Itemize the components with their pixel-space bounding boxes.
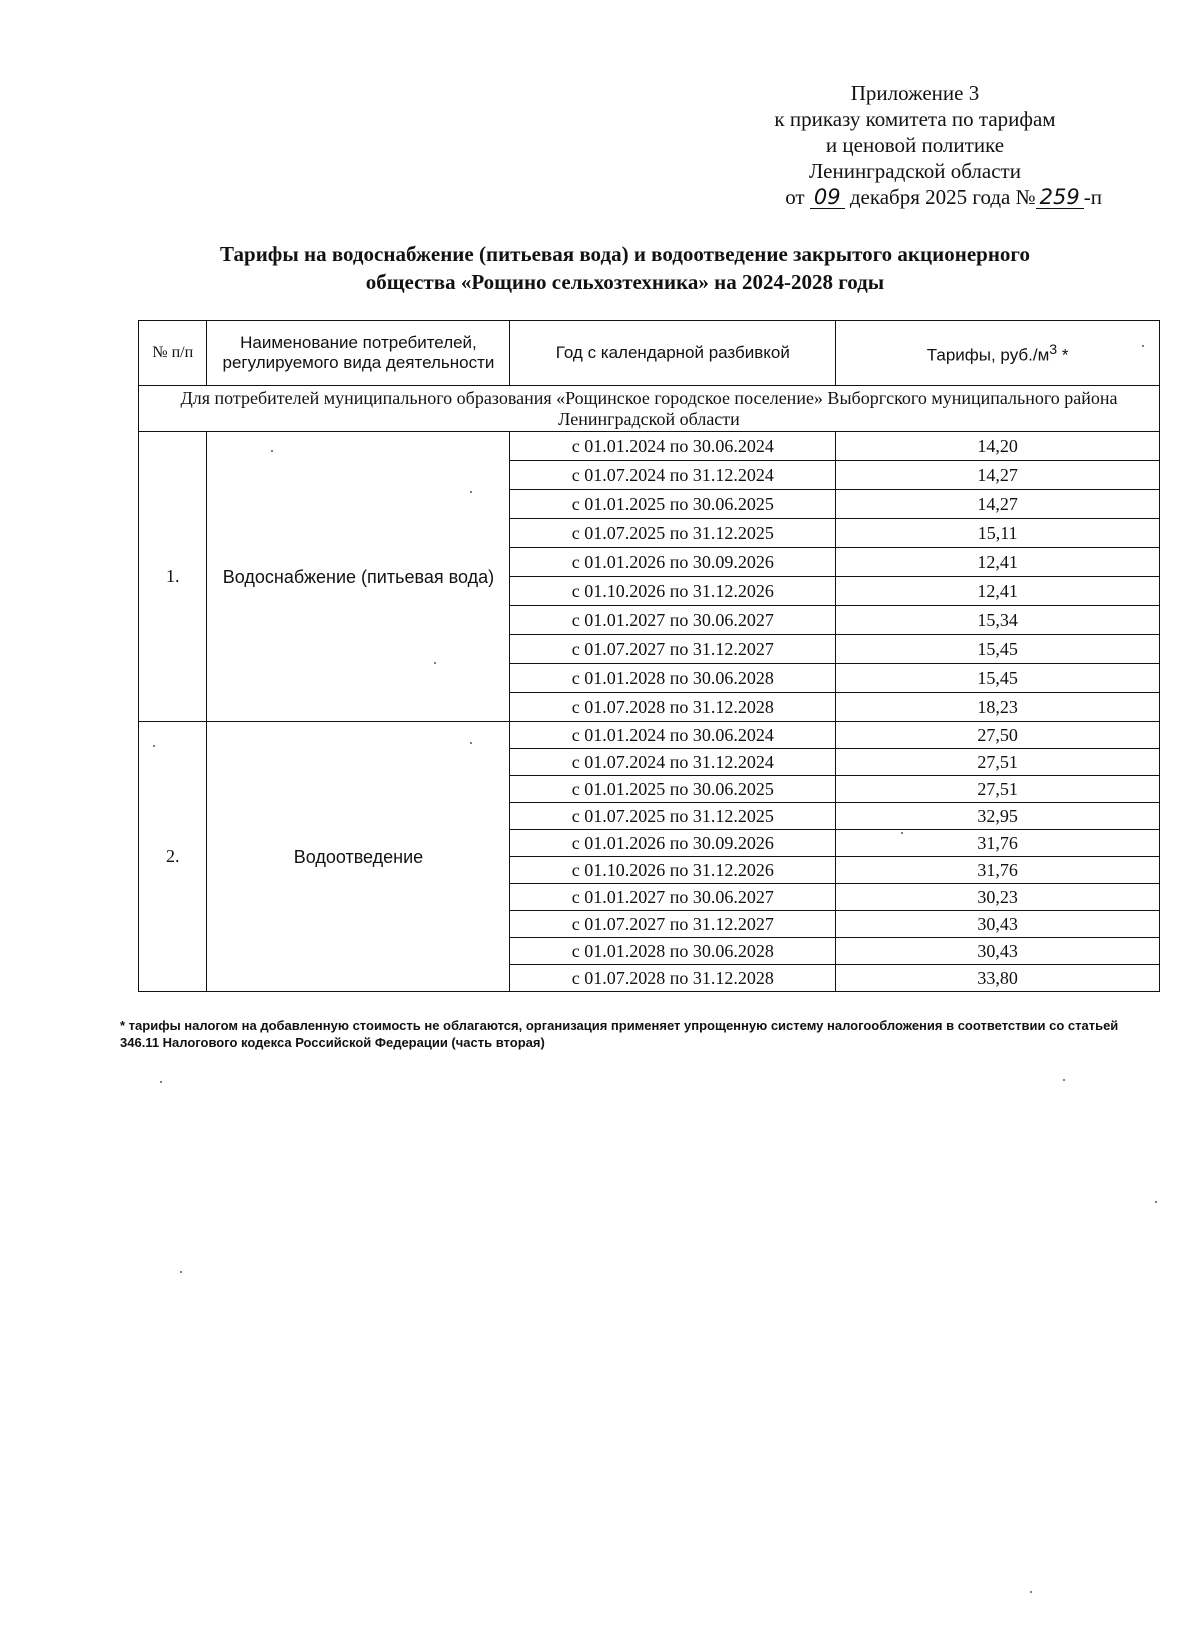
- tariff-cell: 15,45: [836, 664, 1160, 693]
- scan-speck: [470, 742, 472, 744]
- order-suffix: -п: [1083, 185, 1102, 209]
- tariff-table: [138, 320, 1160, 992]
- annex-line-4: Ленинградской области: [809, 159, 1021, 183]
- tariff-cell: 27,50: [836, 722, 1160, 749]
- order-reference: [680, 184, 1150, 210]
- tariff-cell: 14,20: [836, 432, 1160, 461]
- scan-speck: [271, 450, 273, 452]
- header-tariff-sup: 3: [1049, 342, 1058, 359]
- annex-line-1: Приложение 3: [850, 81, 980, 105]
- order-middle: декабря 2025 года №: [849, 185, 1036, 209]
- table-row: [139, 432, 1160, 461]
- scan-speck: [180, 1271, 182, 1273]
- period-cell: с 01.07.2028 по 31.12.2028: [510, 965, 836, 992]
- period-cell: с 01.07.2024 по 31.12.2024: [510, 461, 836, 490]
- scan-speck: [160, 1081, 162, 1083]
- scan-speck: [470, 491, 472, 493]
- period-cell: с 01.01.2024 по 30.06.2024: [510, 432, 836, 461]
- period-cell: с 01.07.2027 по 31.12.2027: [510, 911, 836, 938]
- annex-line-2: к приказу комитета по тарифам: [774, 107, 1056, 131]
- period-cell: с 01.01.2028 по 30.06.2028: [510, 938, 836, 965]
- tariff-cell: 14,27: [836, 461, 1160, 490]
- tariff-cell: 27,51: [836, 749, 1160, 776]
- tariff-cell: 31,76: [836, 830, 1160, 857]
- period-cell: с 01.07.2027 по 31.12.2027: [510, 635, 836, 664]
- tariff-cell: 15,45: [836, 635, 1160, 664]
- period-cell: с 01.01.2028 по 30.06.2028: [510, 664, 836, 693]
- period-cell: с 01.01.2026 по 30.09.2026: [510, 548, 836, 577]
- footnote: * тарифы налогом на добавленную стоимость не облагаются, организация применяет упрощенную систему налогообложения в соответствии со статьей 346.11 Налогового кодекса Российской Федерации (часть вторая): [120, 1018, 1119, 1050]
- tariff-cell: 15,11: [836, 519, 1160, 548]
- table-header-row: [139, 321, 1160, 386]
- header-tariff: [836, 321, 1160, 386]
- scan-speck: [1142, 345, 1144, 347]
- header-no: № п/п: [139, 321, 207, 386]
- scan-speck: [1030, 1591, 1032, 1593]
- scan-speck: [1063, 1079, 1065, 1081]
- period-cell: с 01.01.2026 по 30.09.2026: [510, 830, 836, 857]
- tariff-cell: 31,76: [836, 857, 1160, 884]
- scan-speck: [901, 832, 903, 834]
- period-cell: с 01.07.2025 по 31.12.2025: [510, 519, 836, 548]
- tariff-cell: 30,23: [836, 884, 1160, 911]
- header-tariff-text: Тарифы, руб./м: [926, 345, 1050, 365]
- period-cell: с 01.01.2024 по 30.06.2024: [510, 722, 836, 749]
- document-title: [130, 240, 1120, 296]
- tariff-cell: 30,43: [836, 938, 1160, 965]
- period-cell: с 01.10.2026 по 31.12.2026: [510, 857, 836, 884]
- tariff-cell: 12,41: [836, 548, 1160, 577]
- group-number: 2.: [139, 722, 207, 992]
- tariff-cell: 14,27: [836, 490, 1160, 519]
- tariff-cell: 18,23: [836, 693, 1160, 722]
- period-cell: с 01.01.2025 по 30.06.2025: [510, 776, 836, 803]
- group-name: Водоснабжение (питьевая вода): [207, 432, 510, 722]
- header-name: Наименование потребителей, регулируемого вида деятельности: [207, 321, 510, 386]
- group-number: 1.: [139, 432, 207, 722]
- period-cell: с 01.01.2027 по 30.06.2027: [510, 884, 836, 911]
- tariff-cell: 12,41: [836, 577, 1160, 606]
- period-cell: с 01.07.2025 по 31.12.2025: [510, 803, 836, 830]
- tariff-cell: 33,80: [836, 965, 1160, 992]
- period-cell: с 01.01.2025 по 30.06.2025: [510, 490, 836, 519]
- tariff-cell: 32,95: [836, 803, 1160, 830]
- period-cell: с 01.10.2026 по 31.12.2026: [510, 577, 836, 606]
- section-row: [139, 386, 1160, 432]
- group-name: Водоотведение: [207, 722, 510, 992]
- header-period: Год с календарной разбивкой: [510, 321, 836, 386]
- header-tariff-mark: *: [1057, 345, 1069, 365]
- tariff-cell: 30,43: [836, 911, 1160, 938]
- title-line-2: общества «Рощино сельхозтехника» на 2024-2028 годы: [365, 270, 885, 294]
- period-cell: с 01.01.2027 по 30.06.2027: [510, 606, 836, 635]
- scan-speck: [1155, 1201, 1157, 1203]
- annex-line-3: и ценовой политике: [825, 133, 1005, 157]
- order-prefix: от: [785, 185, 805, 209]
- scan-speck: [153, 745, 155, 747]
- scan-speck: [434, 662, 436, 664]
- order-number-handwritten: 259: [1036, 186, 1084, 209]
- period-cell: с 01.07.2028 по 31.12.2028: [510, 693, 836, 722]
- section-title: Для потребителей муниципального образования «Рощинское городское поселение» Выборгского муниципального района Ленинградской области: [139, 386, 1160, 432]
- tariff-cell: 15,34: [836, 606, 1160, 635]
- order-day-handwritten: 09: [810, 186, 845, 209]
- period-cell: с 01.07.2024 по 31.12.2024: [510, 749, 836, 776]
- tariff-cell: 27,51: [836, 776, 1160, 803]
- table-row: [139, 722, 1160, 749]
- annex-header: [680, 80, 1150, 210]
- title-line-1: Тарифы на водоснабжение (питьевая вода) и водоотведение закрытого акционерного: [220, 242, 1030, 266]
